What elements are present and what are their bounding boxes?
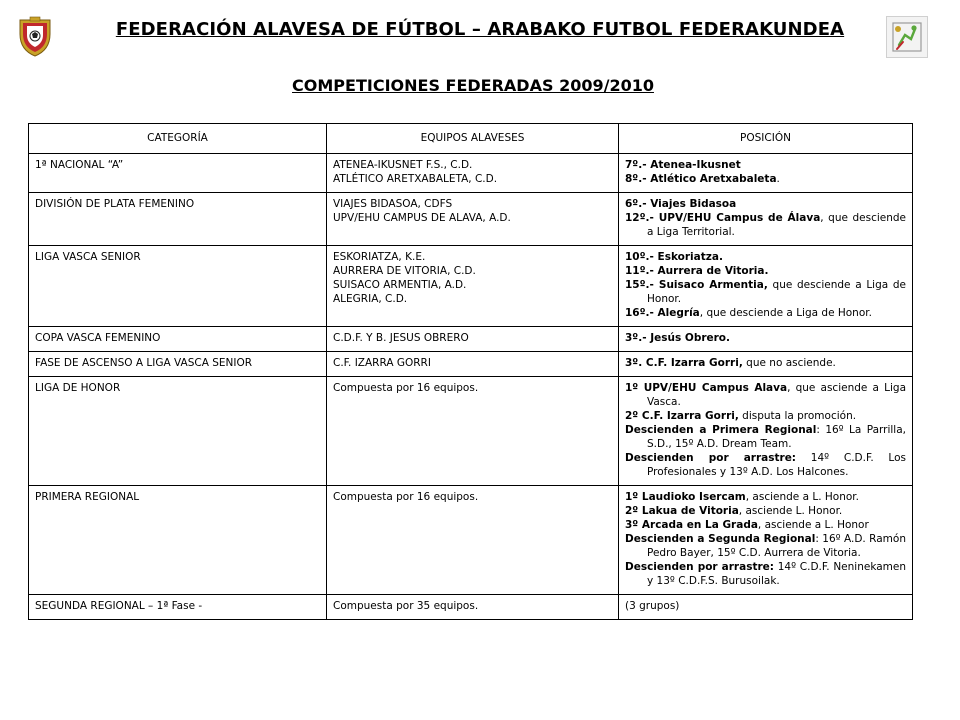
- page-subtitle: COMPETICIONES FEDERADAS 2009/2010: [292, 76, 654, 95]
- position-highlight: Descienden por arrastre:: [625, 561, 774, 573]
- category-cell: FASE DE ASCENSO A LIGA VASCA SENIOR: [29, 352, 327, 377]
- position-detail: , asciende L. Honor.: [738, 505, 843, 517]
- position-entry: [625, 451, 906, 479]
- table-row: [29, 486, 913, 595]
- position-detail: : 16º A.D. Ramón Pedro Bayer, 15º C.D. Aurrera de Vitoria.: [647, 533, 906, 559]
- team-name: Compuesta por 16 equipos.: [333, 491, 479, 503]
- column-header-position: POSICIÓN: [619, 124, 913, 154]
- position-highlight: 1º UPV/EHU Campus Alava: [625, 382, 788, 394]
- teams-cell: [327, 327, 619, 352]
- position-highlight: Descienden a Segunda Regional: [625, 533, 816, 545]
- position-highlight: Descienden por arrastre:: [625, 452, 797, 464]
- position-detail: 14º C.D.F. Los Profesionales y 13º A.D. Los Halcones.: [647, 452, 906, 478]
- position-highlight: 12º.- UPV/EHU Campus de Álava: [625, 212, 821, 224]
- position-entry: [625, 197, 906, 211]
- teams-cell: [327, 595, 619, 620]
- teams-cell: [327, 377, 619, 486]
- position-highlight: 8º.- Atlético Aretxabaleta: [625, 173, 777, 185]
- team-name: Compuesta por 35 equipos.: [333, 600, 479, 612]
- category-cell: 1ª NACIONAL “A”: [29, 154, 327, 193]
- team-name: C.F. IZARRA GORRI: [333, 357, 431, 369]
- position-highlight: 7º.- Atenea-Ikusnet: [625, 159, 741, 171]
- table-row: [29, 377, 913, 486]
- team-name: SUISACO ARMENTIA, A.D.: [333, 279, 467, 291]
- position-entry: [625, 409, 906, 423]
- teams-cell: [327, 486, 619, 595]
- table-row: [29, 595, 913, 620]
- position-detail: que desciende a Liga de Honor.: [647, 279, 907, 305]
- position-highlight: 3º Arcada en La Grada: [625, 519, 758, 531]
- position-entry: [625, 331, 906, 345]
- position-entry: [625, 250, 906, 264]
- team-name: Compuesta por 16 equipos.: [333, 382, 479, 394]
- position-highlight: 15º.- Suisaco Armentia,: [625, 279, 768, 291]
- position-cell: [619, 486, 913, 595]
- team-name: UPV/EHU CAMPUS DE ALAVA, A.D.: [333, 212, 511, 224]
- position-entry: [625, 158, 906, 172]
- table-header-row: [29, 124, 913, 154]
- position-highlight: 3º.- Jesús Obrero.: [625, 332, 731, 344]
- table-row: [29, 193, 913, 246]
- teams-cell: [327, 352, 619, 377]
- position-highlight: 16º.- Alegría: [625, 307, 700, 319]
- position-cell: [619, 352, 913, 377]
- position-detail: : 16º La Parrilla, S.D., 15º A.D. Dream Team.: [647, 424, 906, 450]
- position-detail: , asciende a L. Honor: [757, 519, 869, 531]
- position-detail: , que desciende a Liga de Honor.: [699, 307, 872, 319]
- position-highlight: 2º Lakua de Vitoria: [625, 505, 739, 517]
- position-entry: [625, 518, 906, 532]
- position-cell: [619, 154, 913, 193]
- position-detail: 14º C.D.F. Neninekamen y 13º C.D.F.S. Burusoilak.: [647, 561, 906, 587]
- teams-cell: [327, 154, 619, 193]
- category-cell: DIVISIÓN DE PLATA FEMENINO: [29, 193, 327, 246]
- team-name: ESKORIATZA, K.E.: [333, 251, 426, 263]
- position-entry: [625, 172, 906, 186]
- position-highlight: 10º.- Eskoriatza.: [625, 251, 723, 263]
- position-entry: [625, 560, 906, 588]
- position-cell: [619, 377, 913, 486]
- team-name: C.D.F. Y B. JESUS OBRERO: [333, 332, 469, 344]
- position-detail: , que asciende a Liga Vasca.: [647, 382, 907, 408]
- table-row: [29, 246, 913, 327]
- position-highlight: 1º Laudioko Isercam: [625, 491, 746, 503]
- position-entry: [625, 504, 906, 518]
- table-row: [29, 352, 913, 377]
- position-cell: [619, 193, 913, 246]
- position-detail: que no asciende.: [742, 357, 836, 369]
- category-cell: COPA VASCA FEMENINO: [29, 327, 327, 352]
- position-entry: [625, 211, 906, 239]
- position-highlight: 3º. C.F. Izarra Gorri,: [625, 357, 743, 369]
- team-name: AURRERA DE VITORIA, C.D.: [333, 265, 476, 277]
- position-entry: [625, 356, 906, 370]
- position-entry: [625, 599, 906, 613]
- position-detail: (3 grupos): [625, 600, 680, 612]
- team-name: ALEGRIA, C.D.: [333, 293, 408, 305]
- page-title: FEDERACIÓN ALAVESA DE FÚTBOL – ARABAKO FUTBOL FEDERAKUNDEA: [115, 19, 845, 40]
- position-highlight: 6º.- Viajes Bidasoa: [625, 198, 737, 210]
- category-cell: PRIMERA REGIONAL: [29, 486, 327, 595]
- page-header: [0, 0, 960, 60]
- category-cell: LIGA DE HONOR: [29, 377, 327, 486]
- position-entry: [625, 423, 906, 451]
- teams-cell: [327, 246, 619, 327]
- position-entry: [625, 306, 906, 320]
- position-cell: [619, 327, 913, 352]
- table-row: [29, 327, 913, 352]
- team-name: ATLÉTICO ARETXABALETA, C.D.: [333, 173, 498, 185]
- position-entry: [625, 490, 906, 504]
- position-entry: [625, 532, 906, 560]
- teams-cell: [327, 193, 619, 246]
- position-entry: [625, 278, 906, 306]
- position-highlight: 11º.- Aurrera de Vitoria.: [625, 265, 769, 277]
- category-cell: LIGA VASCA SENIOR: [29, 246, 327, 327]
- team-name: VIAJES BIDASOA, CDFS: [333, 198, 453, 210]
- competitions-table: [28, 123, 913, 620]
- column-header-teams: EQUIPOS ALAVESES: [327, 124, 619, 154]
- position-highlight: Descienden a Primera Regional: [625, 424, 817, 436]
- position-cell: [619, 246, 913, 327]
- position-detail: .: [776, 173, 780, 185]
- position-detail: , asciende a L. Honor.: [745, 491, 859, 503]
- category-cell: SEGUNDA REGIONAL – 1ª Fase -: [29, 595, 327, 620]
- position-detail: disputa la promoción.: [738, 410, 857, 422]
- column-header-category: CATEGORÍA: [29, 124, 327, 154]
- position-entry: [625, 264, 906, 278]
- position-detail: , que desciende a Liga Territorial.: [647, 212, 906, 238]
- team-name: ATENEA-IKUSNET F.S., C.D.: [333, 159, 473, 171]
- table-row: [29, 154, 913, 193]
- position-cell: [619, 595, 913, 620]
- position-entry: [625, 381, 906, 409]
- position-highlight: 2º C.F. Izarra Gorri,: [625, 410, 739, 422]
- football-player-emblem-icon: [886, 16, 928, 58]
